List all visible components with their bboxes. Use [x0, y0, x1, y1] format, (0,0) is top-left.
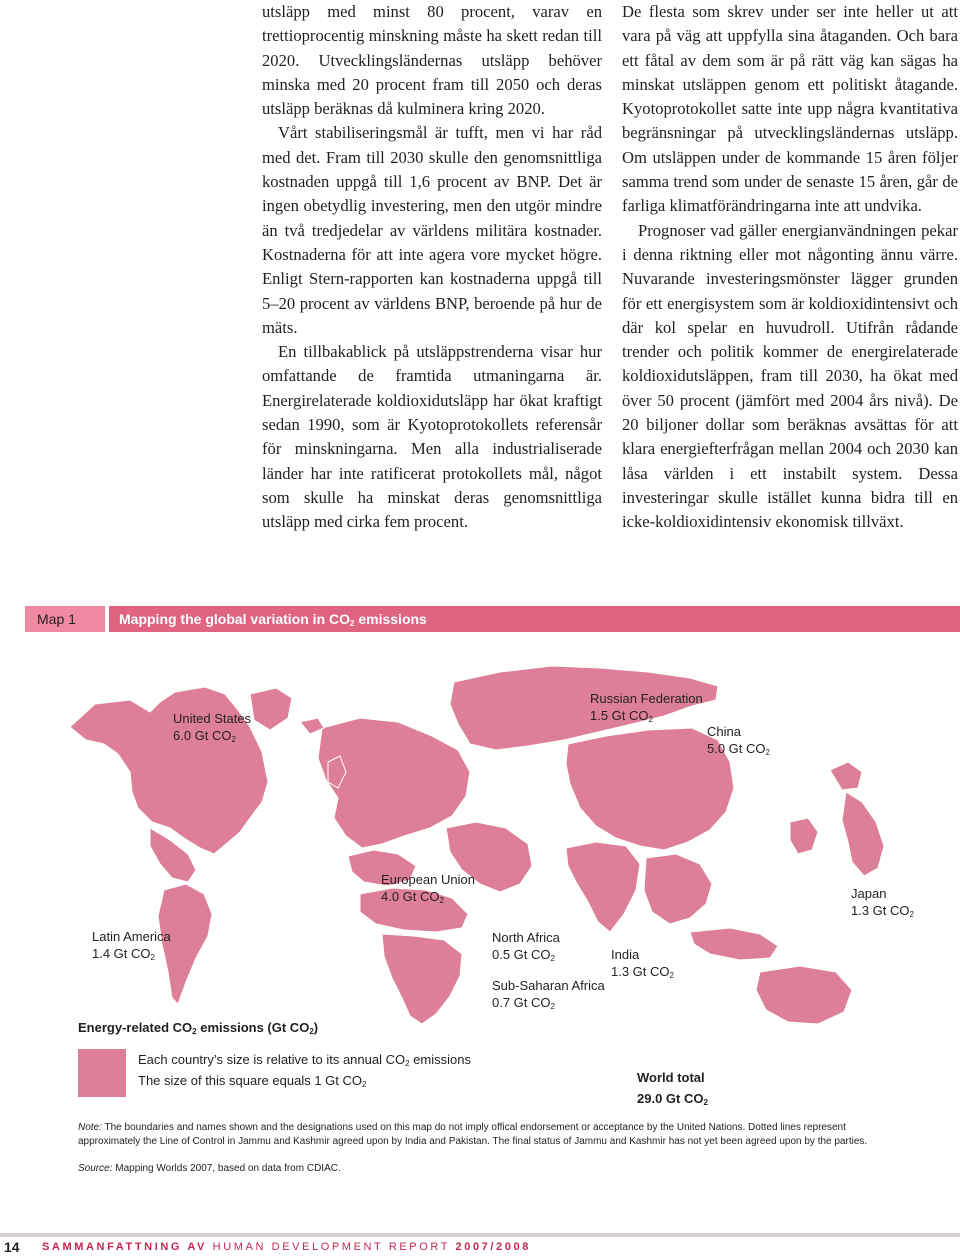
region-label-north-africa: North Africa 0.5 Gt $CO_2$ — [492, 930, 560, 963]
southeast-asia-landmass — [644, 854, 712, 924]
page-number: 14 — [4, 1239, 20, 1255]
map-tag: Map 1 — [25, 606, 105, 632]
world-total — [637, 1067, 708, 1113]
region-label-japan: Japan 1.3 Gt $CO_2$ — [851, 886, 914, 919]
paragraph: En tillbakablick på utsläppstrenderna visar hur omfattande de framtida utmaningarna är. Energirelaterade koldioxidutsläpp har ökat kraftigt sedan 1990, som är Kyotoprotokollets referensår för minskningarna. Men alla industrialiserade länder har inte ratificerat protokollets mål, något som skulle ha minskat deras genomsnittliga utsläpp med cirka fem procent. — [262, 342, 602, 532]
paragraph: Vårt stabiliseringsmål är tufft, men vi har råd med det. Fram till 2030 skulle den genomsnittliga kostnaden uppgå till 1,6 procent av BNP. Det är ingen obetydlig investering, men den utgör mindre än två tredjedelar av världens militära kostnader. Kostnaderna för att inte agera vore mycket högre. Enligt Stern-rapporten kan kostnaderna uppgå till 5–20 procent av världens BNP, beroende på hur de mäts. — [262, 123, 602, 337]
cartogram-svg — [0, 632, 960, 1112]
paragraph: Prognoser vad gäller energianvändningen pekar i denna riktning eller mot någonting ännu värre. Nuvarande investeringsmönster lägger grunden för ett energisystem som är koldioxidintensivt och där kol spelar en huvudroll. Utifrån rådande trender och politik kommer de energirelaterade koldioxidutsläppen, fram till 2030, ha ökat med över 50 procent (jämfört med 2004 års nivå). De 20 biljoner dollar som beräknas avsättas för att klara energiefterfrågan mellan 2004 och 2030 kan låsa världen i ett instabilt system. Dessa investeringar skulle istället kunna bidra till en icke-koldioxidintensiv ekonomisk tillväxt. — [622, 220, 958, 532]
world-total-value: 29.0 Gt $CO_2$ — [637, 1091, 708, 1107]
legend-square — [78, 1049, 126, 1097]
legend-title: Energy-related $CO_2$ emissions (Gt $CO_2$) — [78, 1020, 319, 1036]
india-landmass — [566, 842, 640, 932]
legend-line-2: The size of this square equals 1 Gt $CO_2$ — [138, 1073, 367, 1089]
map-title-suffix: emissions — [354, 611, 427, 627]
japan-landmass — [842, 792, 884, 876]
map-title-subscript: 2 — [350, 619, 355, 628]
world-total-label: World total — [637, 1070, 705, 1085]
paragraph: utsläpp med minst 80 procent, varav en trettioprocentig minskning måste ha skett redan till 2020. Utvecklingsländernas utsläpp behöver minska med 20 procent fram till 2050 och deras utsläpp beräknas då kulminera kring 2020. — [262, 2, 602, 119]
greenland-landmass — [250, 688, 292, 730]
cartogram-map — [0, 632, 960, 1112]
australia-landmass — [756, 966, 852, 1024]
map-title-text: Mapping the global variation in CO — [119, 611, 351, 627]
footer-running-title: SAMMANFATTNING AV HUMAN DEVELOPMENT REPORT 2007/2008 — [42, 1241, 531, 1253]
article-column-left — [262, 0, 602, 535]
region-label-india: India 1.3 Gt $CO_2$ — [611, 947, 674, 980]
region-label-latin-america: Latin America 1.4 Gt $CO_2$ — [92, 929, 171, 962]
region-label-united-states: United States 6.0 Gt $CO_2$ — [173, 711, 252, 744]
footer-rule — [0, 1233, 960, 1237]
map-source: Source: Mapping Worlds 2007, based on data from CDIAC. — [78, 1163, 341, 1174]
japan-north-landmass — [830, 762, 862, 790]
paragraph: De flesta som skrev under ser inte heller ut att vara på väg att uppfylla sina åtaganden. Och bara ett fåtal av dem som är på rätt väg kan sägas ha minskat utsläppen genom ett politiskt åtagande. Kyotoprotokollet satte inte upp några kvantitativa begränsningar på utvecklingsländernas utsläpp. Om utsläppen under de kommande 15 åren följer samma trend som under de senaste 15 åren, går de farliga klimatförändringarna inte att undvika. — [622, 2, 958, 216]
region-label-russian-federation: Russian Federation 1.5 Gt $CO_2$ — [590, 691, 703, 724]
map-header — [25, 606, 960, 632]
map-title — [109, 606, 960, 632]
iceland-landmass — [300, 718, 324, 734]
legend-line-1: Each country’s size is relative to its annual $CO_2$ emissions — [138, 1052, 471, 1068]
map-note: Note: The boundaries and names shown and the designations used on this map do not imply offical endorsement or acceptance by the United Nations. Dotted lines represent approximately the Line of Control in Jammu and Kashmir agreed upon by India and Pakistan. The final status of Jammu and Kashmir has not yet been agreed upon by the parties. — [78, 1122, 868, 1147]
korea-landmass — [790, 818, 818, 854]
region-label-sub-saharan-africa: Sub-Saharan Africa 0.7 Gt $CO_2$ — [492, 978, 605, 1011]
article-column-right — [622, 0, 958, 535]
region-label-european-union: European Union 4.0 Gt $CO_2$ — [381, 872, 475, 905]
sub-saharan-africa-landmass — [382, 934, 462, 1024]
region-label-china: China 5.0 Gt $CO_2$ — [707, 724, 770, 757]
indonesia-landmass — [690, 928, 778, 960]
